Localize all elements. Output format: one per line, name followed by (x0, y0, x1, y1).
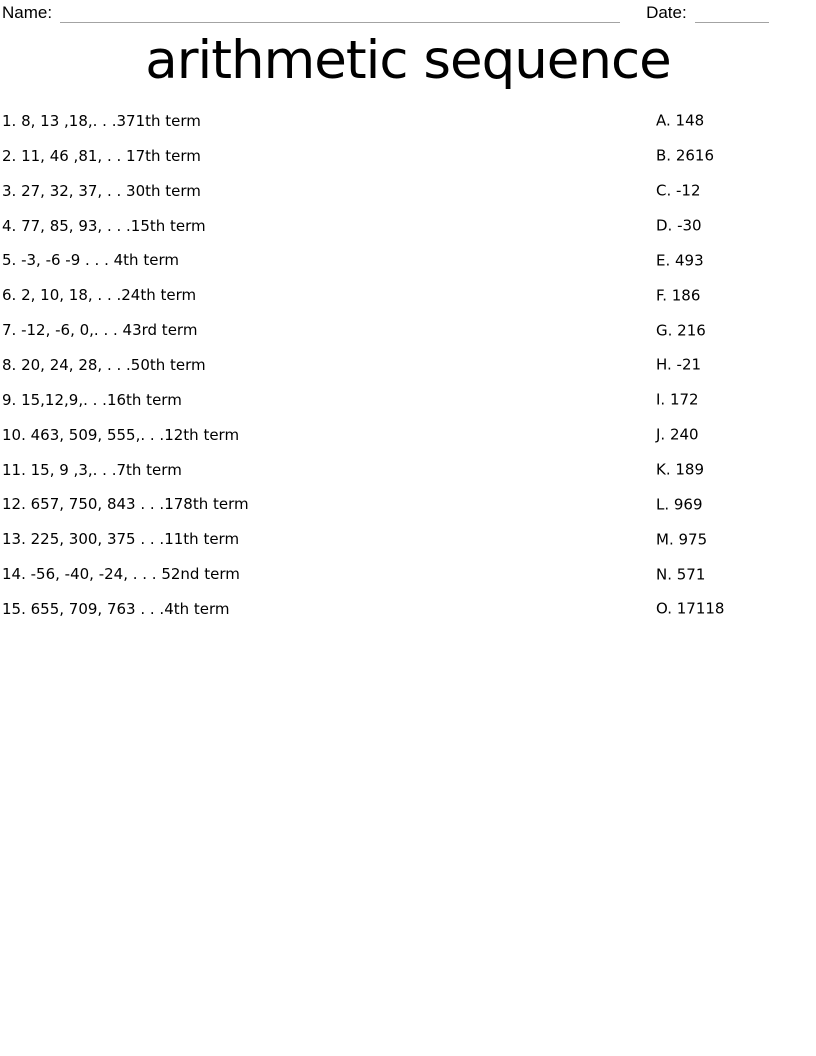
worksheet-row (2, 487, 816, 522)
worksheet-row (2, 139, 816, 174)
answer-option-text: F. 186 (656, 286, 701, 305)
question-text: 15. 655, 709, 763 . . .4th term (2, 599, 230, 618)
worksheet-row (2, 522, 816, 557)
question-text: 14. -56, -40, -24, . . . 52nd term (2, 565, 240, 584)
answer-option-text: N. 571 (656, 565, 706, 584)
answer-option-text: M. 975 (656, 530, 708, 549)
question-text: 9. 15,12,9,. . .16th term (2, 390, 182, 409)
worksheet-row (2, 313, 816, 348)
worksheet-row (2, 592, 816, 627)
answer-option-text: O. 17118 (656, 599, 725, 618)
worksheet-row (2, 209, 816, 244)
answer-option-text: K. 189 (656, 460, 705, 479)
worksheet-row (2, 418, 816, 453)
question-text: 5. -3, -6 -9 . . . 4th term (2, 251, 179, 270)
name-blank-line (60, 6, 620, 23)
question-text: 2. 11, 46 ,81, . . 17th term (2, 146, 201, 165)
worksheet-row (2, 243, 816, 278)
worksheet-row (2, 348, 816, 383)
page-title: arithmetic sequence (145, 30, 671, 91)
answer-option-text: G. 216 (656, 321, 706, 340)
worksheet-row (2, 174, 816, 209)
question-text: 10. 463, 509, 555,. . .12th term (2, 425, 240, 444)
answer-option-text: H. -21 (656, 355, 702, 374)
question-text: 3. 27, 32, 37, . . 30th term (2, 181, 201, 200)
question-text: 8. 20, 24, 28, . . .50th term (2, 355, 206, 374)
answer-option-text: J. 240 (656, 425, 699, 444)
answer-option-text: C. -12 (656, 181, 701, 200)
date-blank-line (695, 6, 769, 23)
question-text: 11. 15, 9 ,3,. . .7th term (2, 460, 182, 479)
answer-option-text: B. 2616 (656, 146, 715, 165)
question-text: 7. -12, -6, 0,. . . 43rd term (2, 321, 198, 340)
answer-option-text: I. 172 (656, 390, 699, 409)
question-text: 4. 77, 85, 93, . . .15th term (2, 216, 206, 235)
question-text: 13. 225, 300, 375 . . .11th term (2, 530, 240, 549)
worksheet-row (2, 383, 816, 418)
worksheet-header (2, 1, 783, 23)
question-text: 1. 8, 13 ,18,. . .371th term (2, 111, 201, 130)
question-answer-list (2, 104, 816, 627)
worksheet-row (2, 104, 816, 139)
worksheet-row (2, 278, 816, 313)
date-label: Date: (646, 3, 687, 22)
worksheet-row (2, 557, 816, 592)
question-text: 12. 657, 750, 843 . . .178th term (2, 495, 249, 514)
answer-option-text: L. 969 (656, 495, 703, 514)
answer-option-text: E. 493 (656, 251, 704, 270)
question-text: 6. 2, 10, 18, . . .24th term (2, 286, 197, 305)
answer-option-text: D. -30 (656, 216, 702, 235)
worksheet-row (2, 453, 816, 488)
answer-option-text: A. 148 (656, 111, 705, 130)
name-label: Name: (2, 3, 53, 22)
